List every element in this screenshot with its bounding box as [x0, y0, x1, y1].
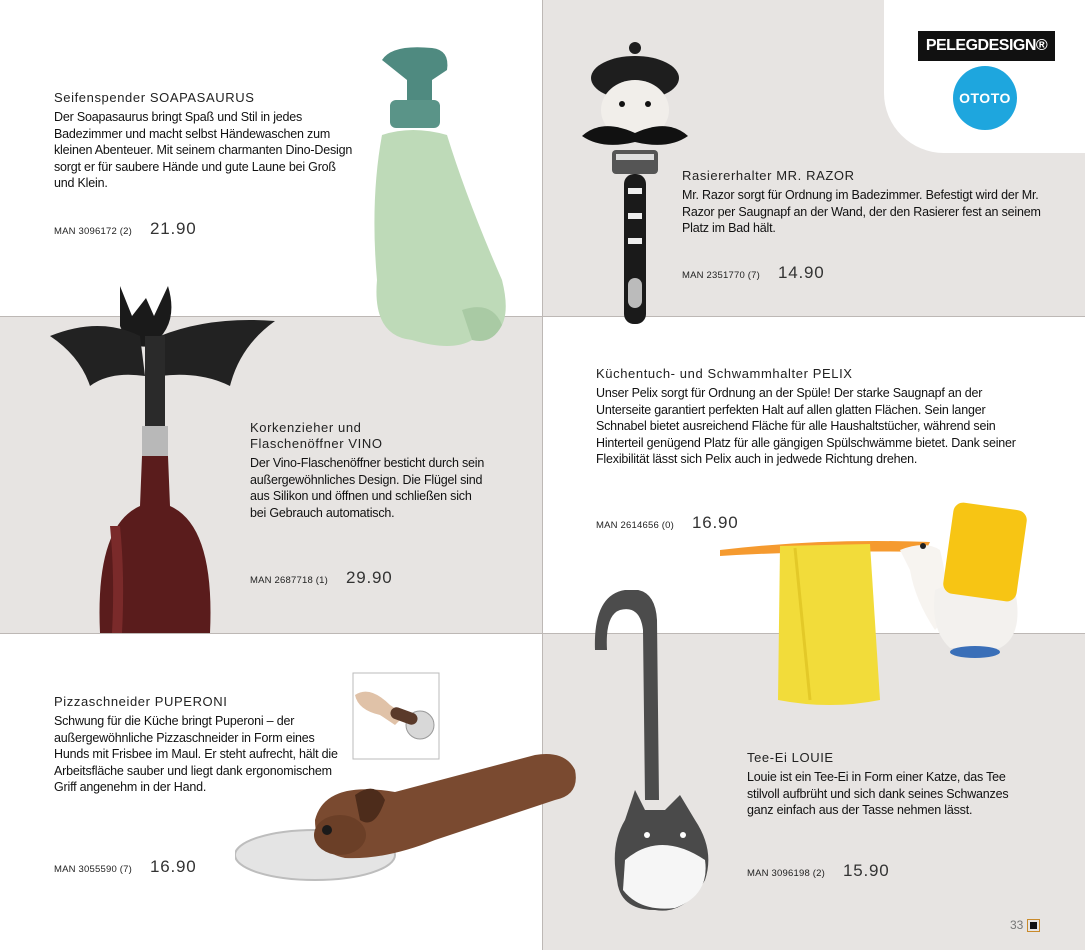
price-line-pelix — [596, 513, 739, 533]
price: 29.90 — [345, 568, 393, 587]
product-description: Der Vino-Flaschenöffner besticht durch sein außergewöhnliches Design. Die Flügel sind aus Silikon und öffnen und schließen sich bei Gebrauch automatisch. — [250, 456, 485, 520]
page-number — [1010, 918, 1040, 932]
page-number-text: 33 — [1010, 918, 1024, 932]
product-title: Rasiererhalter MR. RAZOR — [682, 168, 855, 183]
corkscrew-bat-image — [50, 276, 280, 633]
product-title: Pizzaschneider PUPERONI — [54, 694, 228, 709]
article-number: MAN 2351770 (7) — [682, 270, 760, 281]
article-number: MAN 3096198 (2) — [747, 868, 825, 879]
product-description: Schwung für die Küche bringt Puperoni – der außergewöhnliche Pizzaschneider in Form eines Hunds mit Frisbee im Maul. Er steht aufrecht, hält die Arbeitsfläche sauber und liegt dank ergonomischem Griff angenehm in der Hand. — [54, 714, 338, 795]
price-line-louie — [747, 861, 890, 881]
product-description: Unser Pelix sorgt für Ordnung an der Spüle! Der starke Saugnapf an der Unterseite garantiert perfekten Halt auf allen glatten Flächen. Sein langer Schnabel bietet ausreichend Fläche für alle Haushaltstücher, während sein Hinterteil genügend Platz für alle gängigen Spülschwämme bietet. Dank seiner Flexibilität lässt sich Pelix auch in jedwede Richtung drehen. — [596, 386, 1016, 467]
product-title: Seifenspender SOAPASAURUS — [54, 90, 255, 105]
product-description: Der Soapasaurus bringt Spaß und Stil in jedes Badezimmer und macht selbst Händewaschen zum kleinen Abenteuer. Mit seinem charmanten Dino-Design sorgt er für saubere Hände und gute Laune bei Groß und Klein. — [54, 110, 353, 191]
pelegdesign-logo: PELEGDESIGN® — [918, 31, 1055, 61]
product-title-line1: Korkenzieher und — [250, 420, 362, 435]
price-line-razor — [682, 263, 825, 283]
page-marker-icon[interactable] — [1027, 919, 1040, 932]
pizza-cutter-dog-image — [235, 740, 585, 910]
price: 21.90 — [149, 219, 197, 238]
price: 16.90 — [149, 857, 197, 876]
article-number: MAN 3055590 (7) — [54, 864, 132, 875]
product-title-line2: Flaschenöffner VINO — [250, 436, 383, 451]
article-number: MAN 2614656 (0) — [596, 520, 674, 531]
tea-infuser-cat-image — [585, 590, 725, 920]
price-line-vino — [250, 568, 393, 588]
price-line-soapasaurus — [54, 219, 197, 239]
product-razor — [682, 168, 1042, 237]
product-title: Tee-Ei LOUIE — [747, 750, 834, 765]
price: 14.90 — [777, 263, 825, 282]
product-vino — [250, 420, 490, 521]
article-number: MAN 3096172 (2) — [54, 226, 132, 237]
product-description: Louie ist ein Tee-Ei in Form einer Katze, das Tee stilvoll aufbrüht und sich dank seines Schwanzes ganz einfach aus der Tasse nehmen lässt. — [747, 770, 1009, 818]
price: 15.90 — [842, 861, 890, 880]
ototo-logo: OTOTO — [953, 66, 1017, 130]
towel-holder-pelican-image — [720, 500, 1030, 720]
product-soapasaurus — [54, 90, 354, 192]
article-number: MAN 2687718 (1) — [250, 575, 328, 586]
soap-dispenser-image — [352, 40, 522, 360]
price-line-puperoni — [54, 857, 197, 877]
product-pelix — [596, 366, 1036, 468]
price: 16.90 — [691, 513, 739, 532]
product-title: Küchentuch- und Schwammhalter PELIX — [596, 366, 853, 381]
product-louie — [747, 750, 1017, 819]
product-description: Mr. Razor sorgt für Ordnung im Badezimmer. Befestigt wird der Mr. Razor per Saugnapf an der Wand, der den Rasierer fest an seinem Platz im Bad hält. — [682, 188, 1041, 236]
